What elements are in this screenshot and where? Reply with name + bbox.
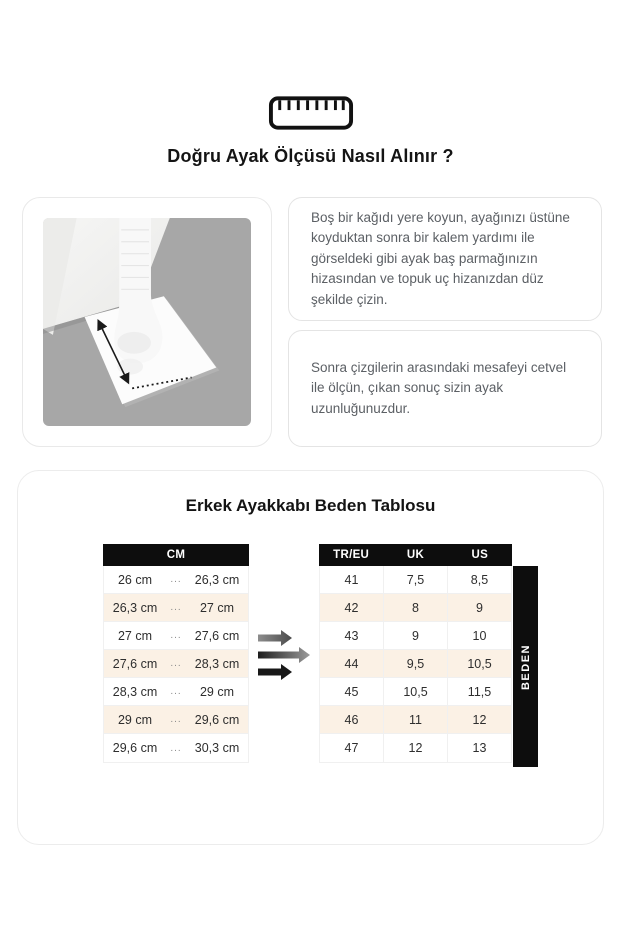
cm-table-row (104, 678, 248, 706)
cm-to-cell: 27,6 cm (194, 628, 240, 643)
cm-table-row (104, 706, 248, 734)
size-cell: 45 (344, 685, 359, 699)
size-table-header-uk: UK (406, 549, 425, 561)
size-cell: 9,5 (383, 650, 447, 677)
size-table (319, 544, 512, 763)
ruler-icon (0, 94, 621, 132)
cm-to-cell: 26,3 cm (194, 572, 240, 587)
size-table-row (320, 706, 511, 734)
cm-from-cell: 29,6 cm (112, 741, 158, 755)
size-table-row (320, 650, 511, 678)
cm-separator: ... (170, 630, 182, 641)
beden-label: BEDEN (519, 643, 532, 690)
cm-from-cell: 28,3 cm (112, 684, 158, 699)
size-table-row (320, 678, 511, 706)
instruction-card-1 (288, 197, 602, 321)
size-cell: 11 (383, 706, 447, 733)
cm-table-row (104, 650, 248, 678)
measurement-photo-card (22, 197, 272, 447)
size-cell: 43 (344, 629, 359, 643)
size-cell: 9 (447, 594, 511, 621)
size-cell: 46 (344, 713, 359, 727)
cm-table-row (104, 734, 248, 762)
size-cell: 13 (447, 734, 511, 762)
cm-separator: ... (170, 574, 182, 585)
cm-table-header: CM (103, 544, 249, 566)
size-cell: 9 (383, 622, 447, 649)
cm-table-body (103, 566, 249, 763)
size-cell: 7,5 (383, 566, 447, 593)
cm-to-cell: 27 cm (199, 600, 235, 615)
page-title: Doğru Ayak Ölçüsü Nasıl Alınır ? (167, 146, 454, 166)
cm-table-row (104, 594, 248, 622)
cm-table (103, 544, 249, 763)
cm-separator: ... (170, 658, 182, 669)
cm-from-cell: 27 cm (117, 628, 153, 643)
size-table-title: Erkek Ayakkabı Beden Tablosu (185, 496, 436, 515)
size-table-row (320, 622, 511, 650)
cm-separator: ... (170, 602, 182, 613)
size-cell: 47 (344, 741, 359, 755)
right-arrows-icon (258, 629, 312, 681)
size-cell: 10 (447, 622, 511, 649)
cm-separator: ... (170, 742, 182, 754)
cm-from-cell: 26 cm (117, 572, 153, 587)
cm-table-row (104, 566, 248, 594)
size-cell: 41 (344, 573, 359, 587)
size-table-card (17, 470, 604, 845)
size-cell: 10,5 (383, 678, 447, 705)
size-cell: 44 (344, 657, 359, 671)
size-cell: 8 (383, 594, 447, 621)
cm-table-row (104, 622, 248, 650)
size-table-row (320, 594, 511, 622)
instruction-step-1: Boş bir kağıdı yere koyun, ayağınızı üstüne koyduktan sonra bir kalem yardımı ile görseldeki gibi ayak baş parmağınızın hizasından ve topuk uç hizanızdan düz şekilde çizin. (311, 209, 570, 307)
size-cell: 10,5 (447, 650, 511, 677)
size-cell: 11,5 (447, 678, 511, 705)
cm-from-cell: 27,6 cm (112, 656, 158, 671)
instruction-card-2 (288, 330, 602, 447)
cm-separator: ... (170, 686, 182, 697)
size-table-header (319, 544, 512, 566)
size-table-row (320, 734, 511, 762)
size-cell: 42 (344, 601, 359, 615)
beden-bar (513, 566, 538, 767)
cm-to-cell: 29 cm (199, 684, 235, 699)
size-cell: 12 (383, 734, 447, 762)
size-table-header-us: US (471, 549, 489, 561)
size-cell: 12 (447, 706, 511, 733)
size-table-row (320, 566, 511, 594)
size-cell: 8,5 (447, 566, 511, 593)
foot-measurement-photo (43, 218, 251, 426)
cm-to-cell: 28,3 cm (194, 656, 240, 671)
cm-separator: ... (170, 714, 182, 725)
instruction-step-2: Sonra çizgilerin arasındaki mesafeyi cetvel ile ölçün, çıkan sonuç sizin ayak uzunluğunuzdur. (311, 359, 567, 416)
cm-from-cell: 26,3 cm (112, 600, 158, 615)
size-table-header-treu: TR/EU (333, 549, 370, 561)
cm-from-cell: 29 cm (117, 712, 153, 727)
size-table-body (319, 566, 512, 763)
cm-to-cell: 30,3 cm (194, 741, 240, 755)
cm-to-cell: 29,6 cm (194, 712, 240, 727)
